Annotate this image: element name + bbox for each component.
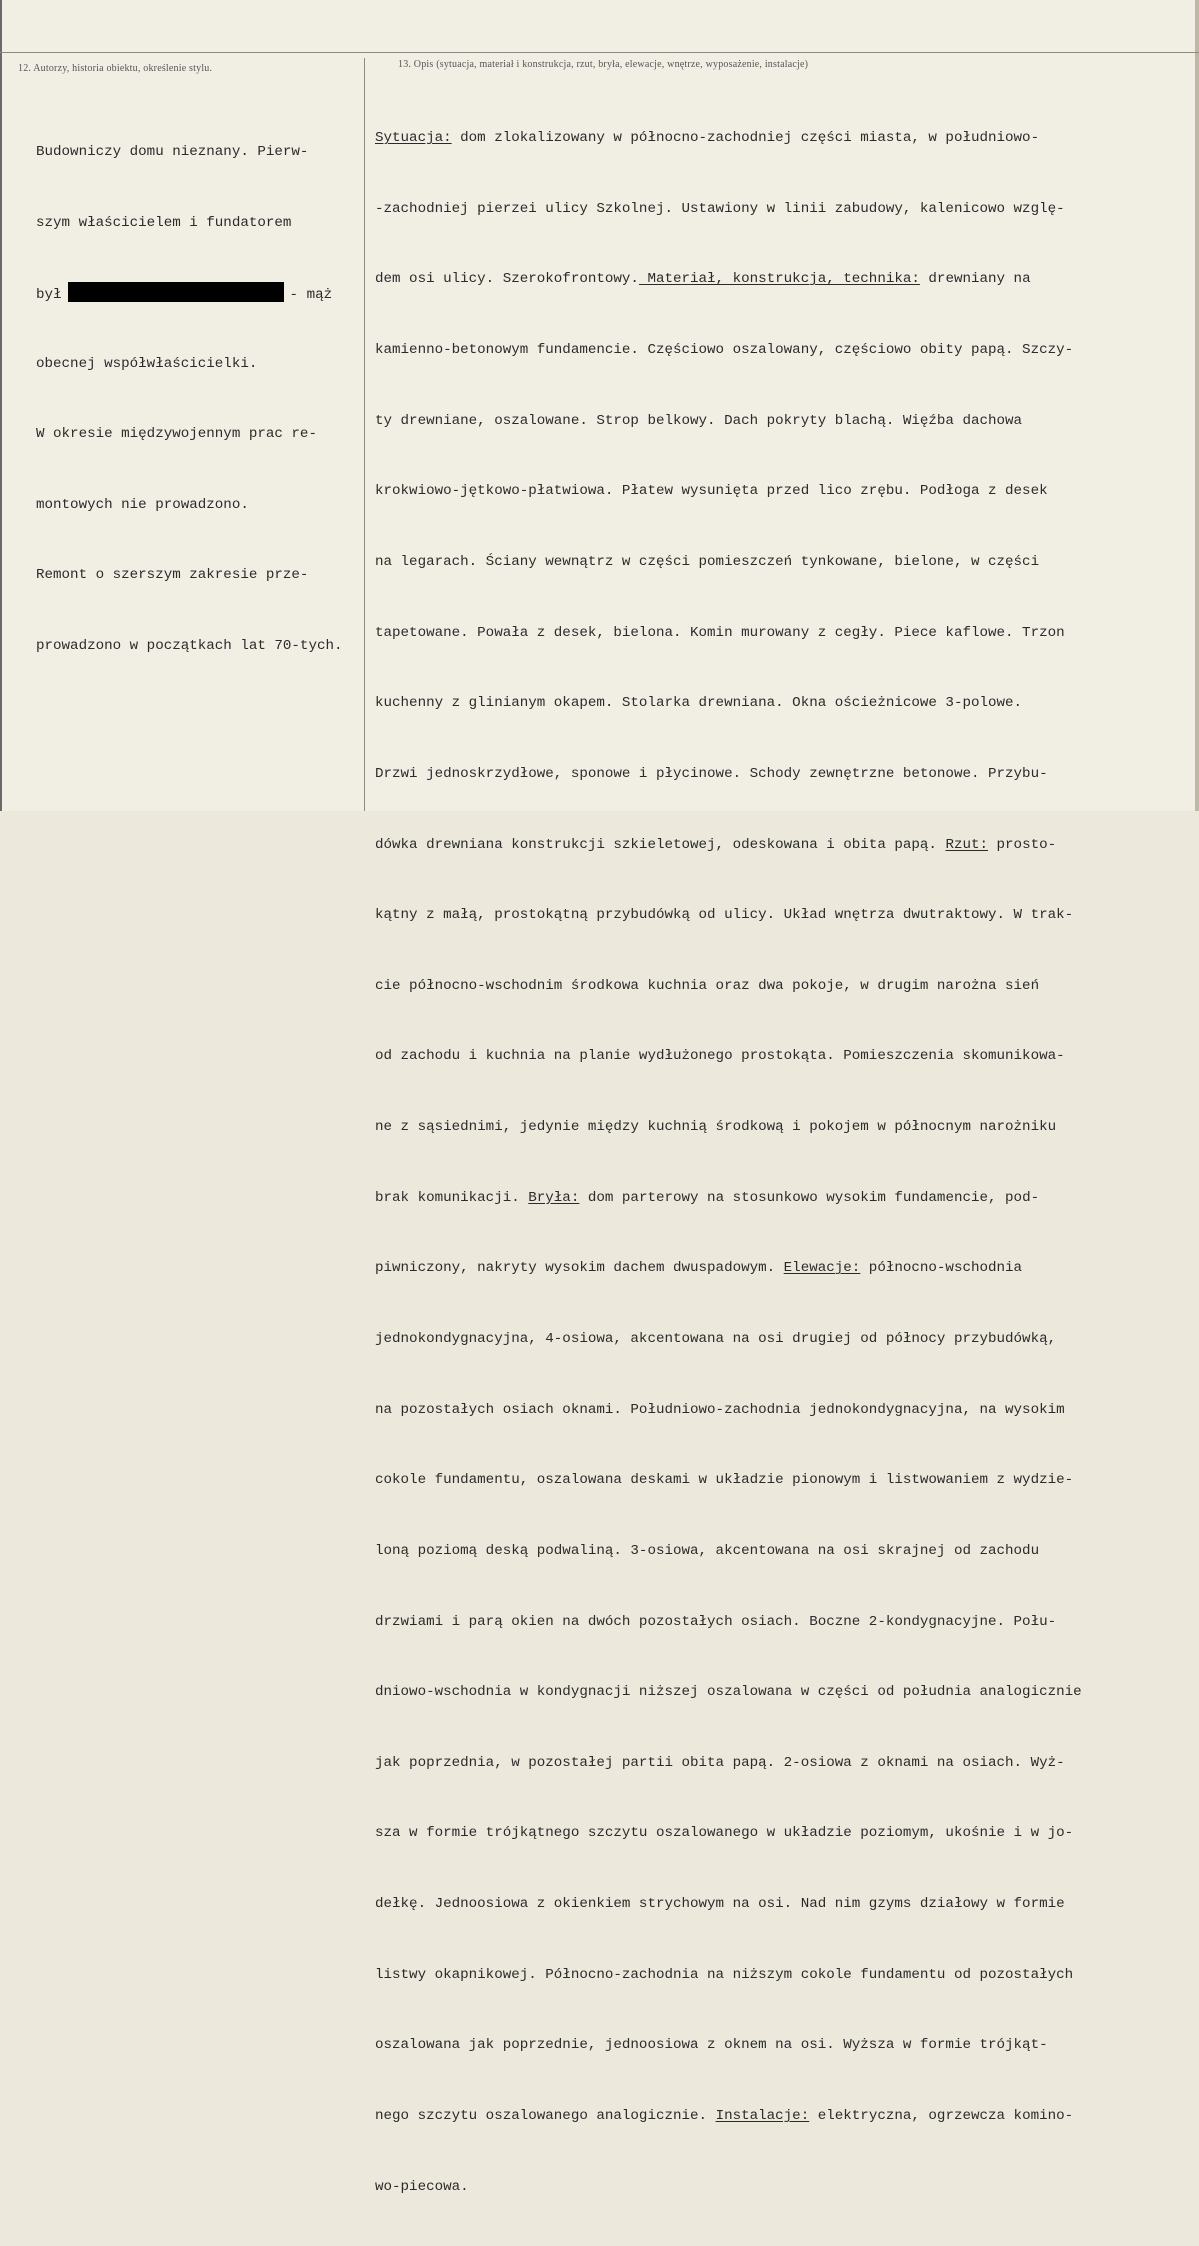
description-fragment: drewniany na bbox=[919, 271, 1031, 288]
description-fragment: nego szczytu oszalowanego analogicznie. bbox=[375, 2108, 716, 2125]
history-line-redacted bbox=[36, 282, 343, 306]
description-line bbox=[375, 834, 1082, 858]
header-divider bbox=[0, 52, 1199, 53]
description-fragment: północno-wschodnia bbox=[860, 1260, 1023, 1277]
section-label-material: Materiał, konstrukcja, technika: bbox=[638, 271, 920, 288]
history-text-fragment: był bbox=[36, 287, 62, 303]
redaction-bar bbox=[68, 282, 284, 302]
history-text-fragment: - mąż bbox=[289, 287, 333, 303]
description-fragment: dem osi ulicy. Szerokofrontowy. bbox=[375, 271, 639, 288]
history-line: obecnej współwłaścicielki. bbox=[36, 355, 258, 372]
description-line: dełkę. Jednoosiowa z okienkiem strychowym na osi. Nad nim gzyms działowy w formie bbox=[375, 1896, 1065, 1913]
description-fragment: brak komunikacji. bbox=[375, 1189, 529, 1206]
history-line: Remont o szerszym zakresie prze- bbox=[36, 567, 309, 583]
description-line: sza w formie trójkątnego szczytu oszalowanego w układzie poziomym, ukośnie i w jo- bbox=[375, 1825, 1074, 1842]
description-line: -zachodniej pierzei ulicy Szkolnej. Ustawiony w linii zabudowy, kalenicowo wzglę- bbox=[375, 200, 1065, 217]
description-line: na legarach. Ściany wewnątrz w części pomieszczeń tynkowane, bielone, w części bbox=[375, 553, 1040, 570]
description-fragment: prosto- bbox=[988, 836, 1057, 853]
description-line bbox=[375, 127, 1082, 151]
description-line: kuchenny z glinianym okapem. Stolarka drewniana. Okna ościeżnicowe 3-polowe. bbox=[375, 695, 1023, 712]
history-text bbox=[36, 94, 343, 705]
description-line: ne z sąsiednimi, jedynie między kuchnią środkową i pokojem w północnym narożniku bbox=[375, 1119, 1057, 1136]
description-line: kamienno-betonowym fundamencie. Częściowo oszalowany, częściowo obity papą. Szczy- bbox=[375, 342, 1074, 359]
description-line: dniowo-wschodnia w kondygnacji niższej oszalowana w części od południa analogicznie bbox=[375, 1684, 1082, 1701]
description-line: jednokondygnacyjna, 4-osiowa, akcentowana na osi drugiej od północy przybudówką, bbox=[375, 1330, 1057, 1347]
description-fragment: dówka drewniana konstrukcji szkieletowej, odeskowana i obita papą. bbox=[375, 836, 946, 853]
description-line: cokole fundamentu, oszalowana deskami w układzie pionowym i listwowaniem z wydzie- bbox=[375, 1472, 1074, 1489]
section-label-sytuacja: Sytuacja: bbox=[375, 130, 452, 147]
description-line: oszalowana jak poprzednie, jednoosiowa z oknem na osi. Wyższa w formie trójkąt- bbox=[375, 2037, 1048, 2054]
description-line: cie północno-wschodnim środkowa kuchnia oraz dwa pokoje, w drugim narożna sień bbox=[375, 977, 1040, 994]
description-fragment: elektryczna, ogrzewcza komino- bbox=[809, 2108, 1074, 2125]
history-line: prowadzono w początkach lat 70-tych. bbox=[36, 637, 343, 654]
description-line bbox=[375, 1257, 1082, 1281]
description-line bbox=[375, 1187, 1082, 1211]
description-line: krokwiowo-jętkowo-płatwiowa. Płatew wysunięta przed lico zrębu. Podłoga z desek bbox=[375, 483, 1048, 500]
description-line: jak poprzednia, w pozostałej partii obita papą. 2-osiowa z oknami na osiach. Wyż- bbox=[375, 1754, 1065, 1771]
description-line: drzwiami i parą okien na dwóch pozostałych osiach. Boczne 2-kondygnacyjne. Połu- bbox=[375, 1613, 1057, 1630]
column-divider bbox=[364, 58, 365, 811]
description-line bbox=[375, 2105, 1082, 2129]
sheet-left-border bbox=[0, 0, 2, 811]
sheet-right-border bbox=[1195, 0, 1199, 811]
section-12-header: 12. Autorzy, historia obiektu, określenie stylu. bbox=[18, 63, 213, 74]
description-text bbox=[375, 80, 1082, 2246]
description-fragment: dom zlokalizowany w północno-zachodniej części miasta, w południowo- bbox=[451, 130, 1040, 147]
section-13-header: 13. Opis (sytuacja, materiał i konstrukcja, rzut, bryła, elewacje, wnętrze, wyposażenie, instalacje) bbox=[398, 59, 809, 70]
section-label-instalacje: Instalacje: bbox=[715, 2108, 810, 2125]
description-line: tapetowane. Powała z desek, bielona. Komin murowany z cegły. Piece kaflowe. Trzon bbox=[375, 624, 1065, 641]
description-line: od zachodu i kuchnia na planie wydłużonego prostokąta. Pomieszczenia skomunikowa- bbox=[375, 1048, 1065, 1065]
section-label-elewacje: Elewacje: bbox=[783, 1260, 861, 1277]
section-label-bryla: Bryła: bbox=[528, 1189, 580, 1206]
description-line: ty drewniane, oszalowane. Strop belkowy. Dach pokryty blachą. Więźba dachowa bbox=[375, 412, 1023, 429]
description-line bbox=[375, 268, 1082, 292]
history-line: szym właścicielem i fundatorem bbox=[36, 214, 292, 231]
description-line: loną poziomą deską podwaliną. 3-osiowa, akcentowana na osi skrajnej od zachodu bbox=[375, 1542, 1040, 1559]
description-line: Drzwi jednoskrzydłowe, sponowe i płycinowe. Schody zewnętrzne betonowe. Przybu- bbox=[375, 765, 1048, 782]
section-label-rzut: Rzut: bbox=[945, 836, 989, 853]
history-line: W okresie międzywojennym prac re- bbox=[36, 426, 317, 442]
description-line: na pozostałych osiach oknami. Południowo-zachodnia jednokondygnacyjna, na wysokim bbox=[375, 1401, 1065, 1418]
history-line: montowych nie prowadzono. bbox=[36, 496, 249, 513]
description-line: kątny z małą, prostokątną przybudówką od ulicy. Układ wnętrza dwutraktowy. W trak- bbox=[375, 907, 1074, 924]
description-fragment: dom parterowy na stosunkowo wysokim fundamencie, pod- bbox=[579, 1189, 1040, 1206]
description-line: listwy okapnikowej. Północno-zachodnia na niższym cokole fundamentu od pozostałych bbox=[375, 1966, 1074, 1983]
description-fragment: piwniczony, nakryty wysokim dachem dwuspadowym. bbox=[375, 1260, 784, 1277]
description-line: wo-piecowa. bbox=[375, 2178, 469, 2195]
history-line: Budowniczy domu nieznany. Pierw- bbox=[36, 144, 309, 160]
